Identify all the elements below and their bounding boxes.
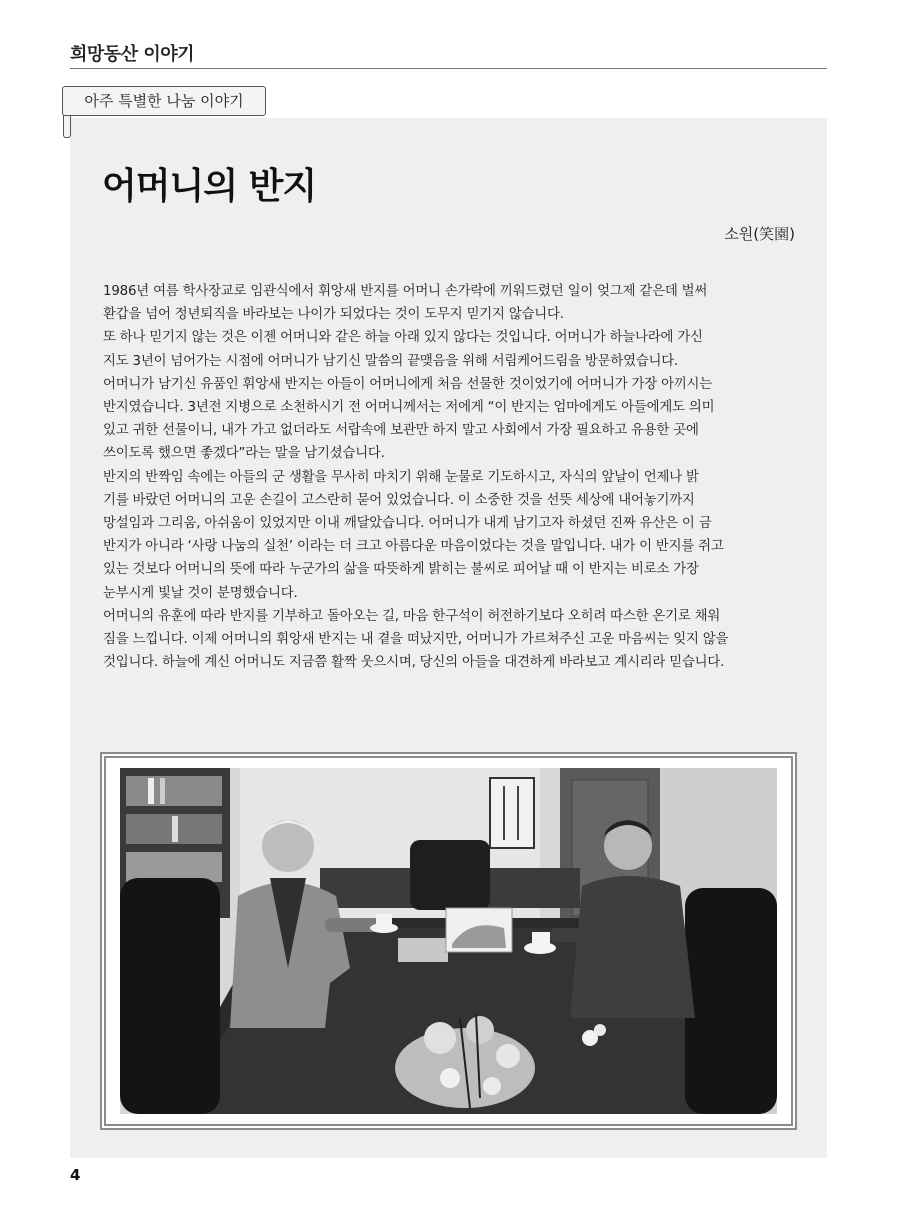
body-line: 어머니가 남기신 유품인 휘앙새 반지는 아들이 어머니에게 처음 선물한 것이었기에 어머니가 가장 아끼시는 xyxy=(103,376,713,392)
body-line: 1986년 여름 학사장교로 임관식에서 휘앙새 반지를 어머니 손가락에 끼워드렸던 일이 엊그제 같은데 벌써 xyxy=(103,284,708,299)
body-line: 짐을 느낍니다. 이제 어머니의 휘앙새 반지는 내 곁을 떠났지만, 어머니가 가르쳐주신 고운 마음씨는 잊지 않을 xyxy=(103,632,729,648)
article-photo xyxy=(120,768,777,1114)
photo-frame xyxy=(100,752,797,1130)
section-tab-label: 아주 특별한 나눔 이야기 xyxy=(62,86,266,116)
photo-illustration xyxy=(120,768,777,1114)
magazine-section-title: 희망동산 이야기 xyxy=(70,44,194,65)
header-divider xyxy=(70,68,827,69)
article-byline: 소원(笑園) xyxy=(724,225,795,243)
article-title: 어머니의 반지 xyxy=(102,166,317,207)
body-line: 눈부시게 빛날 것이 분명했습니다. xyxy=(103,585,298,601)
body-line: 환갑을 넘어 정년퇴직을 바라보는 나이가 되었다는 것이 도무지 믿기지 않습니다. xyxy=(103,307,564,323)
section-tab-tail xyxy=(63,115,71,138)
body-line: 지도 3년이 넘어가는 시점에 어머니가 남기신 말씀의 끝맺음을 위해 서림케어드림을 방문하였습니다. xyxy=(103,353,679,369)
body-line: 있는 것보다 어머니의 뜻에 따라 누군가의 삶을 따뜻하게 밝히는 불씨로 피어날 때 이 반지는 비로소 가장 xyxy=(103,562,699,578)
body-line: 반지였습니다. 3년전 지병으로 소천하시기 전 어머니께서는 저에게 “이 반지는 엄마에게도 아들에게도 의미 xyxy=(103,400,715,416)
body-line: 기를 바랐던 어머니의 고운 손길이 고스란히 묻어 있었습니다. 이 소중한 것을 선뜻 세상에 내어놓기까지 xyxy=(103,492,695,508)
body-line: 반지가 아니라 ‘사랑 나눔의 실천’ 이라는 더 크고 아름다운 마음이었다는 것을 말입니다. 내가 이 반지를 쥐고 xyxy=(103,539,724,555)
body-line: 또 하나 믿기지 않는 것은 이젠 어머니와 같은 하늘 아래 있지 않다는 것입니다. 어머니가 하늘나라에 가신 xyxy=(103,330,703,346)
body-line: 것입니다. 하늘에 계신 어머니도 지금쯤 활짝 웃으시며, 당신의 아들을 대견하게 바라보고 계시리라 믿습니다. xyxy=(103,655,725,671)
body-line: 있고 귀한 선물이니, 내가 가고 없더라도 서랍속에 보관만 하지 말고 사회에서 가장 필요하고 유용한 곳에 xyxy=(103,423,699,439)
body-line: 어머니의 유훈에 따라 반지를 기부하고 돌아오는 길, 마음 한구석이 허전하기보다 오히려 따스한 온기로 채워 xyxy=(103,608,721,624)
page-number: 4 xyxy=(70,1166,81,1184)
body-line: 망설임과 그리움, 아쉬움이 있었지만 이내 깨달았습니다. 어머니가 내게 남기고자 하셨던 진짜 유산은 이 금 xyxy=(103,516,712,532)
body-line: 반지의 반짝임 속에는 아들의 군 생활을 무사히 마치기 위해 눈물로 기도하시고, 자식의 앞날이 언제나 밝 xyxy=(103,469,699,485)
article-body xyxy=(103,280,795,674)
body-line: 쓰이도록 했으면 좋겠다”라는 말을 남기셨습니다. xyxy=(103,446,385,462)
